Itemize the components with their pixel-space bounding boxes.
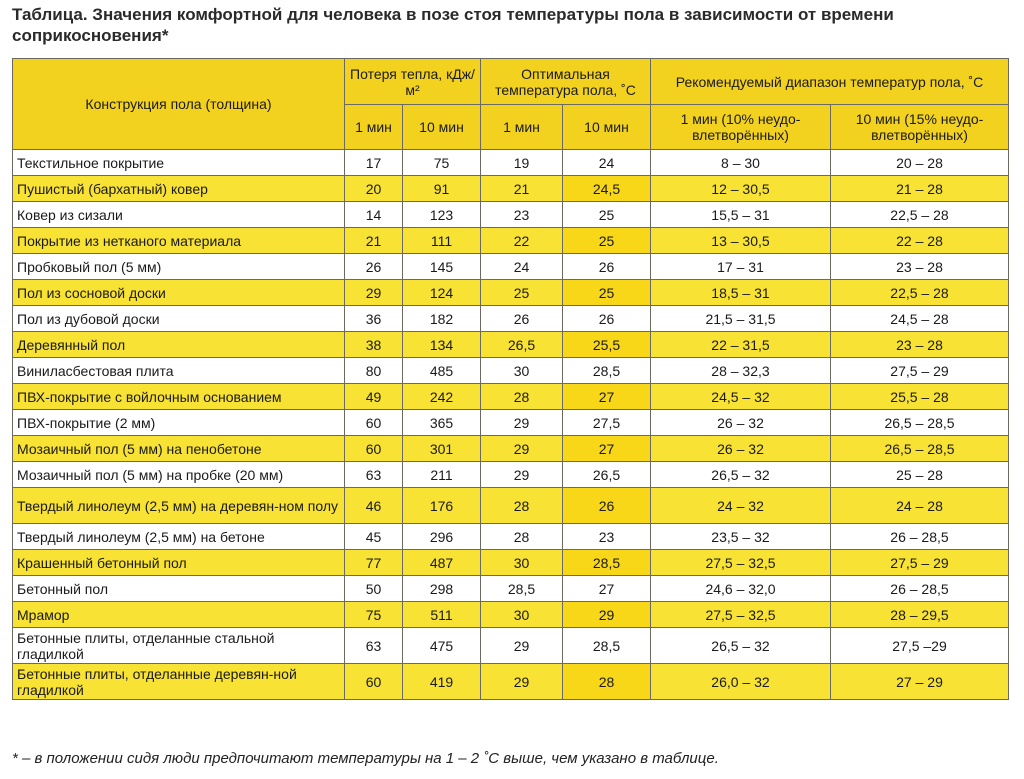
table-row [13,358,1009,384]
cell-loss-1min: 63 [345,462,403,488]
table-row [13,488,1009,524]
cell-opt-1min: 30 [481,602,563,628]
table-row [13,332,1009,358]
cell-loss-1min: 45 [345,524,403,550]
cell-loss-10min: 75 [403,150,481,176]
cell-rec-1min: 26,5 – 32 [651,462,831,488]
cell-loss-10min: 176 [403,488,481,524]
cell-rec-1min: 13 – 30,5 [651,228,831,254]
header-loss-1min: 1 мин [345,105,403,150]
cell-rec-10min: 25 – 28 [831,462,1009,488]
cell-name: Деревянный пол [13,332,345,358]
cell-opt-10min: 26,5 [563,462,651,488]
cell-name: Твердый линолеум (2,5 мм) на бетоне [13,524,345,550]
cell-rec-10min: 23 – 28 [831,332,1009,358]
cell-loss-1min: 60 [345,664,403,700]
header-construction: Конструкция пола (толщина) [13,59,345,150]
header-opt-1min: 1 мин [481,105,563,150]
cell-loss-10min: 475 [403,628,481,664]
cell-rec-1min: 28 – 32,3 [651,358,831,384]
cell-name: ПВХ-покрытие с войлочным основанием [13,384,345,410]
cell-loss-1min: 20 [345,176,403,202]
cell-loss-1min: 77 [345,550,403,576]
cell-name: Мозаичный пол (5 мм) на пенобетоне [13,436,345,462]
cell-loss-10min: 134 [403,332,481,358]
cell-name: Виниласбестовая плита [13,358,345,384]
cell-loss-10min: 145 [403,254,481,280]
cell-name: Покрытие из нетканого материала [13,228,345,254]
cell-loss-1min: 80 [345,358,403,384]
cell-loss-1min: 14 [345,202,403,228]
cell-rec-1min: 8 – 30 [651,150,831,176]
cell-loss-10min: 296 [403,524,481,550]
cell-loss-10min: 123 [403,202,481,228]
cell-opt-10min: 27,5 [563,410,651,436]
cell-opt-10min: 26 [563,488,651,524]
cell-name: Пробковый пол (5 мм) [13,254,345,280]
table-row [13,664,1009,700]
cell-opt-10min: 26 [563,254,651,280]
cell-opt-1min: 28 [481,524,563,550]
cell-opt-10min: 24,5 [563,176,651,202]
cell-loss-10min: 111 [403,228,481,254]
cell-loss-10min: 91 [403,176,481,202]
cell-loss-10min: 487 [403,550,481,576]
cell-rec-1min: 15,5 – 31 [651,202,831,228]
cell-name: Ковер из сизали [13,202,345,228]
header-loss-10min: 10 мин [403,105,481,150]
header-opt-10min: 10 мин [563,105,651,150]
table-row [13,202,1009,228]
cell-rec-10min: 27,5 –29 [831,628,1009,664]
cell-loss-10min: 124 [403,280,481,306]
cell-loss-10min: 419 [403,664,481,700]
cell-opt-1min: 22 [481,228,563,254]
cell-loss-1min: 21 [345,228,403,254]
cell-rec-10min: 22 – 28 [831,228,1009,254]
cell-loss-10min: 182 [403,306,481,332]
table-row [13,410,1009,436]
cell-rec-10min: 26,5 – 28,5 [831,410,1009,436]
cell-rec-1min: 26,5 – 32 [651,628,831,664]
cell-rec-1min: 23,5 – 32 [651,524,831,550]
cell-opt-10min: 28,5 [563,358,651,384]
cell-opt-1min: 29 [481,410,563,436]
cell-loss-1min: 63 [345,628,403,664]
cell-opt-1min: 28 [481,488,563,524]
cell-rec-10min: 26 – 28,5 [831,524,1009,550]
cell-rec-10min: 24 – 28 [831,488,1009,524]
cell-opt-1min: 29 [481,628,563,664]
cell-opt-10min: 28 [563,664,651,700]
table-row [13,280,1009,306]
cell-opt-1min: 26 [481,306,563,332]
table-row [13,524,1009,550]
cell-opt-10min: 25 [563,280,651,306]
table-body [13,150,1009,700]
cell-rec-1min: 27,5 – 32,5 [651,602,831,628]
table-row [13,602,1009,628]
cell-loss-1min: 75 [345,602,403,628]
cell-name: Бетонный пол [13,576,345,602]
cell-opt-1min: 29 [481,664,563,700]
cell-rec-1min: 26 – 32 [651,436,831,462]
cell-rec-10min: 27,5 – 29 [831,358,1009,384]
cell-opt-10min: 25 [563,202,651,228]
cell-loss-1min: 60 [345,436,403,462]
cell-name: Мрамор [13,602,345,628]
cell-name: Крашенный бетонный пол [13,550,345,576]
table-row [13,384,1009,410]
cell-loss-10min: 511 [403,602,481,628]
cell-rec-1min: 21,5 – 31,5 [651,306,831,332]
header-heat-loss: Потеря тепла, кДж/м² [345,59,481,105]
cell-opt-10min: 24 [563,150,651,176]
cell-rec-1min: 12 – 30,5 [651,176,831,202]
cell-loss-10min: 365 [403,410,481,436]
cell-rec-10min: 22,5 – 28 [831,202,1009,228]
cell-opt-1min: 26,5 [481,332,563,358]
table-row [13,576,1009,602]
table-title: Таблица. Значения комфортной для человека в позе стоя температуры пола в зависимости от времени соприкосновения* [12,5,894,45]
cell-opt-10min: 27 [563,436,651,462]
footnote: * – в положении сидя люди предпочитают температуры на 1 – 2 ˚С выше, чем указано в таблице. [12,750,719,767]
cell-name: Пол из сосновой доски [13,280,345,306]
cell-rec-10min: 23 – 28 [831,254,1009,280]
cell-opt-10min: 25 [563,228,651,254]
cell-rec-1min: 24 – 32 [651,488,831,524]
cell-opt-10min: 27 [563,384,651,410]
cell-rec-10min: 22,5 – 28 [831,280,1009,306]
cell-name: Мозаичный пол (5 мм) на пробке (20 мм) [13,462,345,488]
cell-rec-10min: 26,5 – 28,5 [831,436,1009,462]
cell-loss-1min: 49 [345,384,403,410]
cell-loss-1min: 60 [345,410,403,436]
cell-loss-1min: 38 [345,332,403,358]
cell-rec-1min: 18,5 – 31 [651,280,831,306]
cell-opt-1min: 29 [481,436,563,462]
cell-rec-1min: 27,5 – 32,5 [651,550,831,576]
cell-opt-10min: 23 [563,524,651,550]
table-row [13,462,1009,488]
table-row [13,306,1009,332]
cell-name: Пол из дубовой доски [13,306,345,332]
cell-opt-10min: 28,5 [563,550,651,576]
cell-rec-1min: 17 – 31 [651,254,831,280]
cell-opt-1min: 29 [481,462,563,488]
cell-name: Твердый линолеум (2,5 мм) на деревян-ном полу [13,488,345,524]
cell-opt-1min: 19 [481,150,563,176]
cell-name: ПВХ-покрытие (2 мм) [13,410,345,436]
cell-rec-10min: 28 – 29,5 [831,602,1009,628]
cell-rec-10min: 24,5 – 28 [831,306,1009,332]
cell-rec-1min: 22 – 31,5 [651,332,831,358]
table-row [13,228,1009,254]
cell-rec-10min: 25,5 – 28 [831,384,1009,410]
cell-loss-1min: 50 [345,576,403,602]
floor-temperature-table [12,58,1009,700]
cell-opt-10min: 29 [563,602,651,628]
table-row [13,436,1009,462]
cell-opt-10min: 27 [563,576,651,602]
cell-loss-1min: 36 [345,306,403,332]
table-row [13,628,1009,664]
cell-opt-1min: 21 [481,176,563,202]
cell-opt-10min: 25,5 [563,332,651,358]
cell-rec-1min: 26,0 – 32 [651,664,831,700]
cell-opt-1min: 23 [481,202,563,228]
cell-opt-1min: 24 [481,254,563,280]
cell-loss-10min: 485 [403,358,481,384]
header-rec-10min: 10 мин (15% неудо-влетворённых) [831,105,1009,150]
header-recommended-range: Рекомендуемый диапазон температур пола, ˚С [651,59,1009,105]
cell-rec-1min: 24,6 – 32,0 [651,576,831,602]
cell-opt-1min: 25 [481,280,563,306]
cell-loss-10min: 211 [403,462,481,488]
header-rec-1min: 1 мин (10% неудо-влетворённых) [651,105,831,150]
header-optimal-temp: Оптимальная температура пола, ˚С [481,59,651,105]
cell-opt-10min: 26 [563,306,651,332]
cell-loss-1min: 17 [345,150,403,176]
cell-rec-10min: 27,5 – 29 [831,550,1009,576]
cell-loss-1min: 46 [345,488,403,524]
table-row [13,176,1009,202]
cell-name: Текстильное покрытие [13,150,345,176]
cell-loss-10min: 242 [403,384,481,410]
cell-loss-1min: 26 [345,254,403,280]
cell-name: Бетонные плиты, отделанные стальной гладилкой [13,628,345,664]
cell-rec-10min: 26 – 28,5 [831,576,1009,602]
cell-opt-1min: 30 [481,550,563,576]
cell-name: Бетонные плиты, отделанные деревян-ной гладилкой [13,664,345,700]
table-row [13,150,1009,176]
cell-opt-10min: 28,5 [563,628,651,664]
table-row [13,550,1009,576]
cell-loss-10min: 301 [403,436,481,462]
cell-opt-1min: 28,5 [481,576,563,602]
cell-rec-1min: 24,5 – 32 [651,384,831,410]
cell-opt-1min: 28 [481,384,563,410]
cell-loss-1min: 29 [345,280,403,306]
cell-opt-1min: 30 [481,358,563,384]
cell-name: Пушистый (бархатный) ковер [13,176,345,202]
cell-rec-10min: 27 – 29 [831,664,1009,700]
cell-rec-1min: 26 – 32 [651,410,831,436]
table-row [13,254,1009,280]
cell-rec-10min: 21 – 28 [831,176,1009,202]
cell-rec-10min: 20 – 28 [831,150,1009,176]
cell-loss-10min: 298 [403,576,481,602]
